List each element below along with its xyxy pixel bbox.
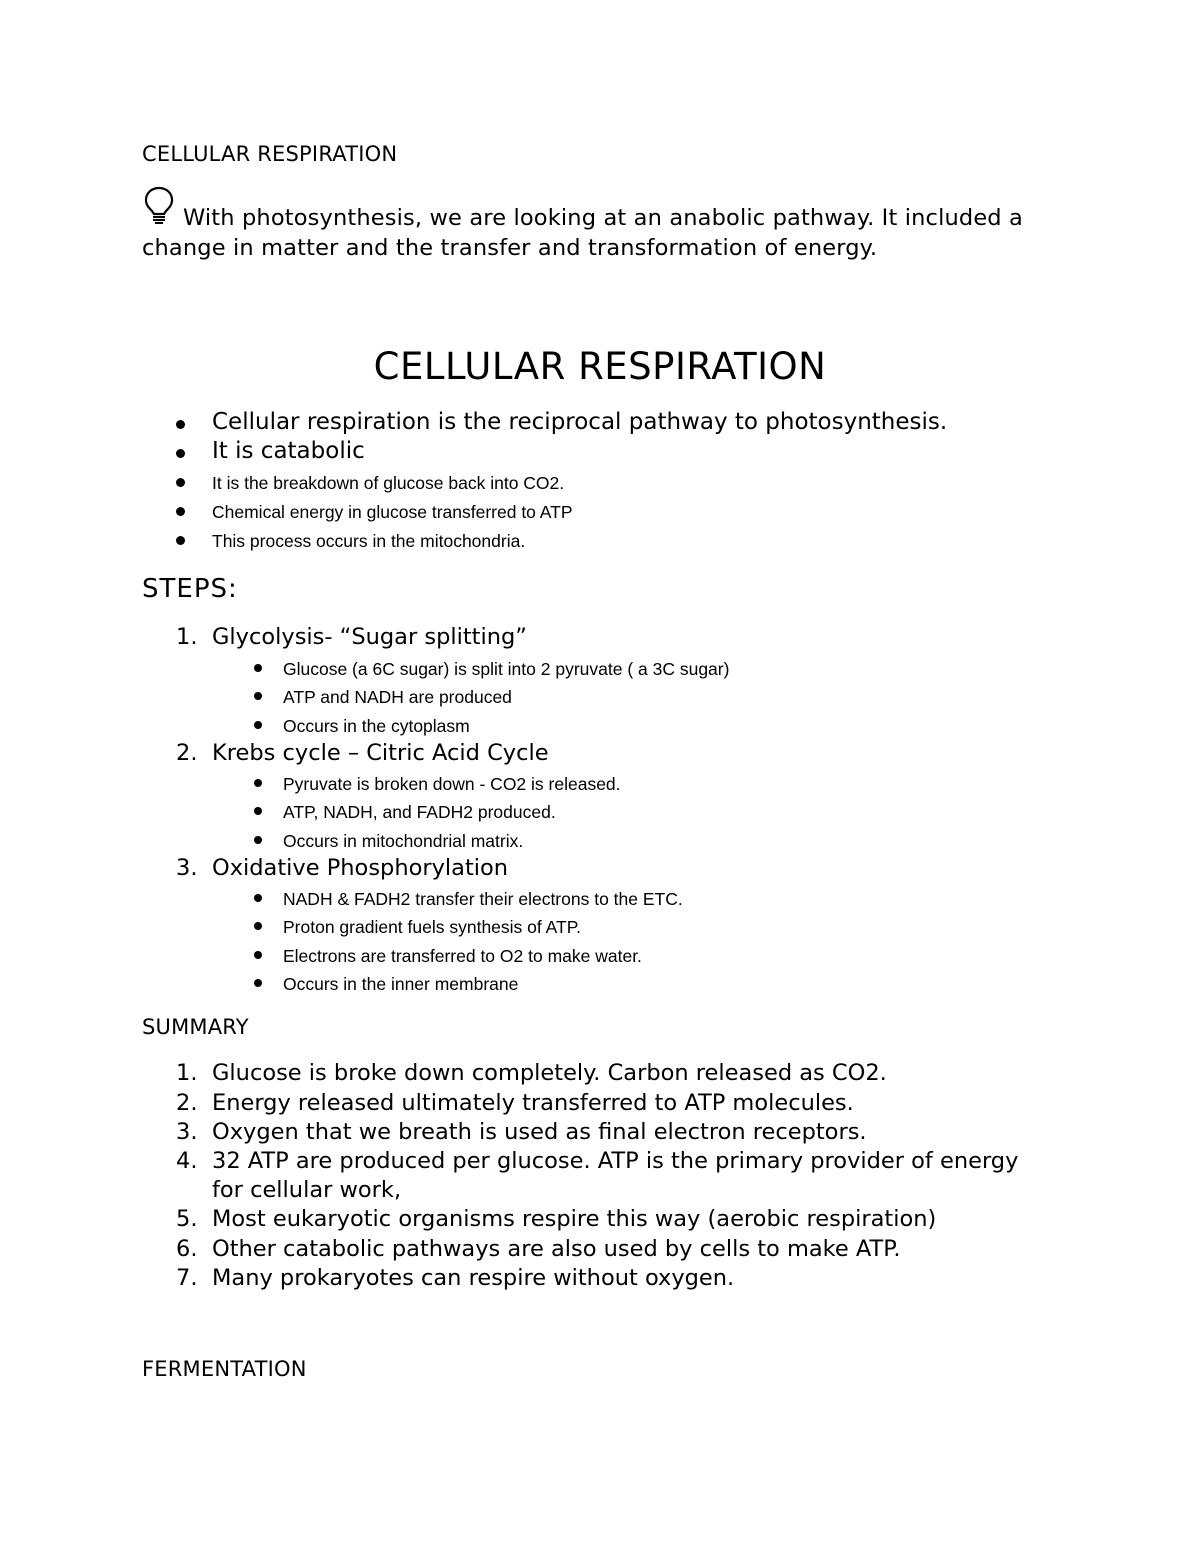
summary-item: Other catabolic pathways are also used by cells to make ATP. [212, 1236, 901, 1262]
step-detail: Electrons are transferred to O2 to make water. [283, 946, 642, 966]
step-title: Glycolysis- “Sugar splitting” [212, 624, 527, 650]
step-detail: Glucose (a 6C sugar) is split into 2 pyruvate ( a 3C sugar) [283, 659, 730, 679]
summary-number: 1. [176, 1060, 198, 1086]
summary-number: 2. [176, 1090, 198, 1116]
step-detail: Proton gradient fuels synthesis of ATP. [283, 917, 581, 937]
step-title: Oxidative Phosphorylation [212, 855, 509, 881]
bullet-dot [176, 449, 185, 458]
steps-heading: STEPS: [142, 574, 238, 604]
bullet-dot [176, 536, 185, 545]
bullet-item: Cellular respiration is the reciprocal pathway to photosynthesis. [212, 409, 948, 435]
summary-number: 3. [176, 1119, 198, 1145]
step-title: Krebs cycle – Citric Acid Cycle [212, 740, 549, 766]
summary-item: Glucose is broke down completely. Carbon released as CO2. [212, 1060, 887, 1086]
bullet-dot [254, 894, 262, 902]
bullet-dot [254, 836, 262, 844]
bullet-dot [254, 951, 262, 959]
bullet-dot [254, 721, 262, 729]
summary-item: 32 ATP are produced per glucose. ATP is the primary provider of energy [212, 1148, 1019, 1174]
bullet-dot [176, 478, 185, 487]
bullet-dot [176, 507, 185, 516]
step-number: 1. [176, 624, 198, 650]
summary-item-continuation: for cellular work, [212, 1177, 402, 1203]
intro-line-1: With photosynthesis, we are looking at an anabolic pathway. It included a [183, 205, 1023, 231]
bullet-dot [254, 807, 262, 815]
step-detail: ATP and NADH are produced [283, 687, 512, 707]
section-title: CELLULAR RESPIRATION [373, 345, 827, 388]
document-heading: CELLULAR RESPIRATION [142, 142, 398, 166]
bullet-item: This process occurs in the mitochondria. [212, 531, 526, 551]
step-number: 2. [176, 740, 198, 766]
step-detail: NADH & FADH2 transfer their electrons to the ETC. [283, 889, 683, 909]
step-detail: Occurs in the cytoplasm [283, 716, 470, 736]
step-number: 3. [176, 855, 198, 881]
step-detail: ATP, NADH, and FADH2 produced. [283, 802, 556, 822]
summary-item: Many prokaryotes can respire without oxygen. [212, 1265, 735, 1291]
bullet-item: Chemical energy in glucose transferred to ATP [212, 502, 573, 522]
step-detail: Occurs in mitochondrial matrix. [283, 831, 524, 851]
fermentation-heading: FERMENTATION [142, 1357, 307, 1381]
summary-item: Oxygen that we breath is used as final electron receptors. [212, 1119, 867, 1145]
bullet-dot [254, 979, 262, 987]
summary-item: Energy released ultimately transferred to ATP molecules. [212, 1090, 854, 1116]
step-detail: Pyruvate is broken down - CO2 is released. [283, 774, 621, 794]
summary-number: 7. [176, 1265, 198, 1291]
lightbulb-icon [142, 186, 176, 226]
intro-line-2: change in matter and the transfer and transformation of energy. [142, 235, 878, 261]
bullet-dot [176, 420, 185, 429]
step-detail: Occurs in the inner membrane [283, 974, 519, 994]
bullet-dot [254, 922, 262, 930]
summary-number: 5. [176, 1206, 198, 1232]
summary-heading: SUMMARY [142, 1015, 249, 1039]
summary-item: Most eukaryotic organisms respire this way (aerobic respiration) [212, 1206, 937, 1232]
bullet-dot [254, 692, 262, 700]
summary-number: 6. [176, 1236, 198, 1262]
bullet-dot [254, 779, 262, 787]
bullet-item: It is catabolic [212, 438, 365, 464]
bullet-dot [254, 664, 262, 672]
summary-number: 4. [176, 1148, 198, 1174]
bullet-item: It is the breakdown of glucose back into CO2. [212, 473, 565, 493]
